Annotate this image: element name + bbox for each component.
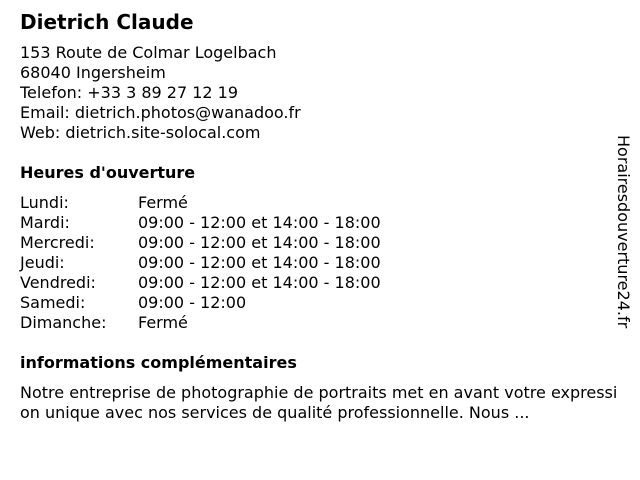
hours-row-tuesday [20,213,381,233]
business-description: Notre entreprise de photographie de portraits met en avant votre expression unique avec nos services de qualité professionnelle. Nous ... [20,383,618,422]
hours-time-value: 09:00 - 12:00 [138,293,247,312]
hours-day-label: Lundi: [20,193,69,212]
hours-time-value: 09:00 - 12:00 et 14:00 - 18:00 [138,273,381,292]
contact-block [20,43,301,143]
hours-row-wednesday [20,233,381,253]
additional-info-heading: informations complémentaires [20,353,297,372]
website-address: Web: dietrich.site-solocal.com [20,123,261,142]
hours-day-label: Dimanche: [20,313,107,332]
hours-day-label: Jeudi: [20,253,65,272]
hours-row-thursday [20,253,381,273]
address-line-1: 153 Route de Colmar Logelbach [20,43,277,62]
hours-time-value: 09:00 - 12:00 et 14:00 - 18:00 [138,233,381,252]
address-line-2: 68040 Ingersheim [20,63,166,82]
hours-row-saturday [20,293,381,313]
site-watermark: Horairesdouverture24.fr [614,135,633,329]
hours-row-friday [20,273,381,293]
hours-row-sunday [20,313,381,333]
hours-time-value: Fermé [138,193,188,212]
hours-day-label: Samedi: [20,293,86,312]
business-name: Dietrich Claude [20,10,194,34]
hours-time-value: Fermé [138,313,188,332]
hours-row-monday [20,193,381,213]
hours-day-label: Mardi: [20,213,70,232]
phone-number: Telefon: +33 3 89 27 12 19 [20,83,239,102]
email-address: Email: dietrich.photos@wanadoo.fr [20,103,301,122]
hours-time-value: 09:00 - 12:00 et 14:00 - 18:00 [138,253,381,272]
opening-hours-list [20,193,381,333]
hours-day-label: Vendredi: [20,273,96,292]
opening-hours-heading: Heures d'ouverture [20,163,196,182]
hours-day-label: Mercredi: [20,233,95,252]
hours-time-value: 09:00 - 12:00 et 14:00 - 18:00 [138,213,381,232]
